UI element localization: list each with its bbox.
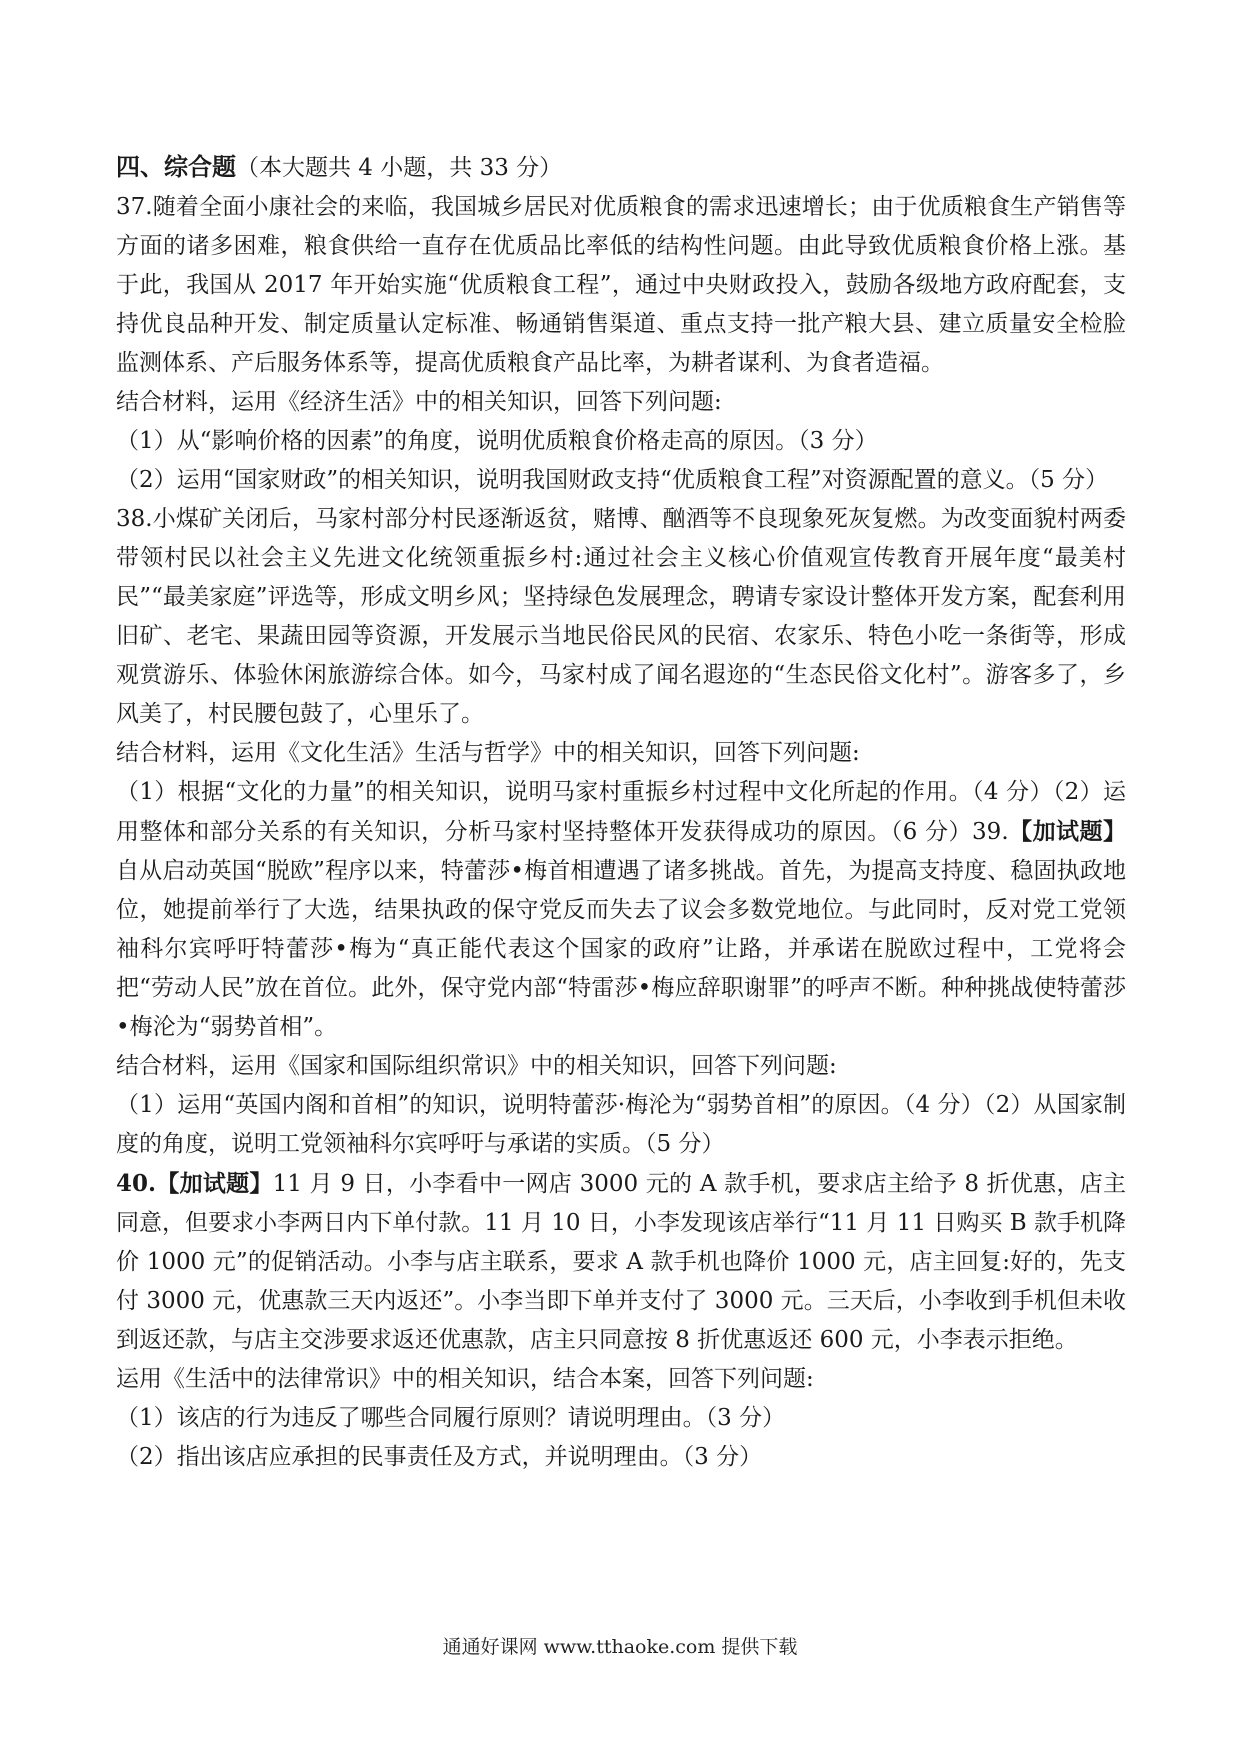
q40-sub1: （1）该店的行为违反了哪些合同履行原则？请说明理由。（3 分）: [116, 1405, 786, 1431]
document-body: [116, 148, 1126, 1477]
q38-prompt: 结合材料，运用《文化生活》生活与哲学》中的相关知识，回答下列问题:: [116, 740, 860, 766]
section-heading: [116, 148, 1126, 188]
q40-material-line: [116, 1164, 1126, 1360]
q39-tag: 【加试题】: [1008, 818, 1127, 845]
q39-sub2: （2）从国家制度的角度，说明工党领袖科尔宾呼吁与承诺的实质。（5 分）: [116, 1092, 1127, 1157]
section-title: 四、综合题: [116, 153, 236, 181]
section-subtitle: （本大题共 4 小题，共 33 分）: [236, 155, 563, 181]
q37-material: 37.随着全面小康社会的来临，我国城乡居民对优质粮食的需求迅速增长；由于优质粮食生产销售等方面的诸多困难，粮食供给一直存在优质品比率低的结构性问题。由此导致优质粮食价格上涨。基于此，我国从 2017 年开始实施“优质粮食工程”，通过中央财政投入，鼓励各级地方政府配套，支持优良品种开发、制定质量认定标准、畅通销售渠道、重点支持一批产粮大县、建立质量安全检脸监测体系、产后服务体系等，提高优质粮食产品比率，为耕者谋利、为食者造福。: [116, 194, 1126, 376]
q40-material: 11 月 9 日，小李看中一网店 3000 元的 A 款手机，要求店主给予 8 折优惠，店主同意，但要求小李两日内下单付款。11 月 10 日，小李发现该店举行“11 月 11 日购买 B 款手机降价 1000 元”的促销活动。小李与店主联系，要求 A 款手机也降价 1000 元，店主回复:好的，先支付 3000 元，优惠款三天内返还”。小李当即下单并支付了 3000 元。三天后，小李收到手机但未收到返还款，与店主交涉要求返还优惠款，店主只同意按 8 折优惠返还 600 元，小李表示拒绝。: [116, 1171, 1127, 1353]
q37-sub2: （2）运用“国家财政”的相关知识，说明我国财政支持“优质粮食工程”对资源配置的意义。（5 分）: [116, 467, 1109, 493]
q40-tag: 【加试题】: [156, 1170, 273, 1197]
q38-sub2: （2）运用整体和部分关系的有关知识，分析马家村坚持整体开发获得成功的原因。（6 分）: [116, 779, 1126, 845]
page-footer: 通通好课网 www.tthaoke.com 提供下载: [442, 1636, 798, 1658]
q37-sub1: （1）从“影响价格的因素”的角度，说明优质粮食价格走高的原因。（3 分）: [116, 428, 878, 454]
q38-subs-and-q39: [116, 773, 1126, 1047]
q40-prompt: 运用《生活中的法律常识》中的相关知识，结合本案，回答下列问题:: [116, 1366, 814, 1392]
q39-material: 自从启动英国“脱欧”程序以来，特蕾莎•梅首相遭遇了诸多挑战。首先，为提高支持度、稳固执政地位，她提前举行了大选，结果执政的保守党反而失去了议会多数党地位。与此同时，反对党工党领袖科尔宾呼吁特蕾莎•梅为“真正能代表这个国家的政府”让路，并承诺在脱欧过程中，工党将会把“劳动人民”放在首位。此外，保守党内部“特雷莎•梅应辞职谢罪”的呼声不断。种种挑战使特蕾莎•梅沦为“弱势首相”。: [116, 858, 1126, 1040]
q39-subs: [116, 1086, 1126, 1164]
q39-sub1: （1）运用“英国内阁和首相”的知识，说明特蕾莎·梅沦为“弱势首相”的原因。（4 分）: [116, 1092, 984, 1118]
q39-prompt: 结合材料，运用《国家和国际组织常识》中的相关知识，回答下列问题:: [116, 1053, 837, 1079]
q39-number: 39.: [972, 819, 1009, 845]
q38-material: 38.小煤矿关闭后，马家村部分村民逐渐返贫，赌博、酗酒等不良现象死灰复燃。为改变面貌村两委带领村民以社会主义先进文化统领重振乡村:通过社会主义核心价值观宣传教育开展年度“最美村民”“最美家庭”评选等，形成文明乡风；坚持绿色发展理念，聘请专家设计整体开发方案，配套利用旧矿、老宅、果蔬田园等资源，开发展示当地民俗民风的民宿、农家乐、特色小吃一条街等，形成观赏游乐、体验休闲旅游综合体。如今，马家村成了闻名遐迩的“生态民俗文化村”。游客多了，乡风美了，村民腰包鼓了，心里乐了。: [116, 506, 1126, 727]
q40-number: 40.: [116, 1170, 157, 1197]
q37-prompt: 结合材料，运用《经济生活》中的相关知识，回答下列问题:: [116, 389, 722, 415]
q40-sub2: （2）指出该店应承担的民事责任及方式，并说明理由。（3 分）: [116, 1444, 763, 1470]
q38-sub1: （1）根据“文化的力量”的相关知识，说明马家村重振乡村过程中文化所起的作用。（4 分）: [116, 779, 1053, 805]
